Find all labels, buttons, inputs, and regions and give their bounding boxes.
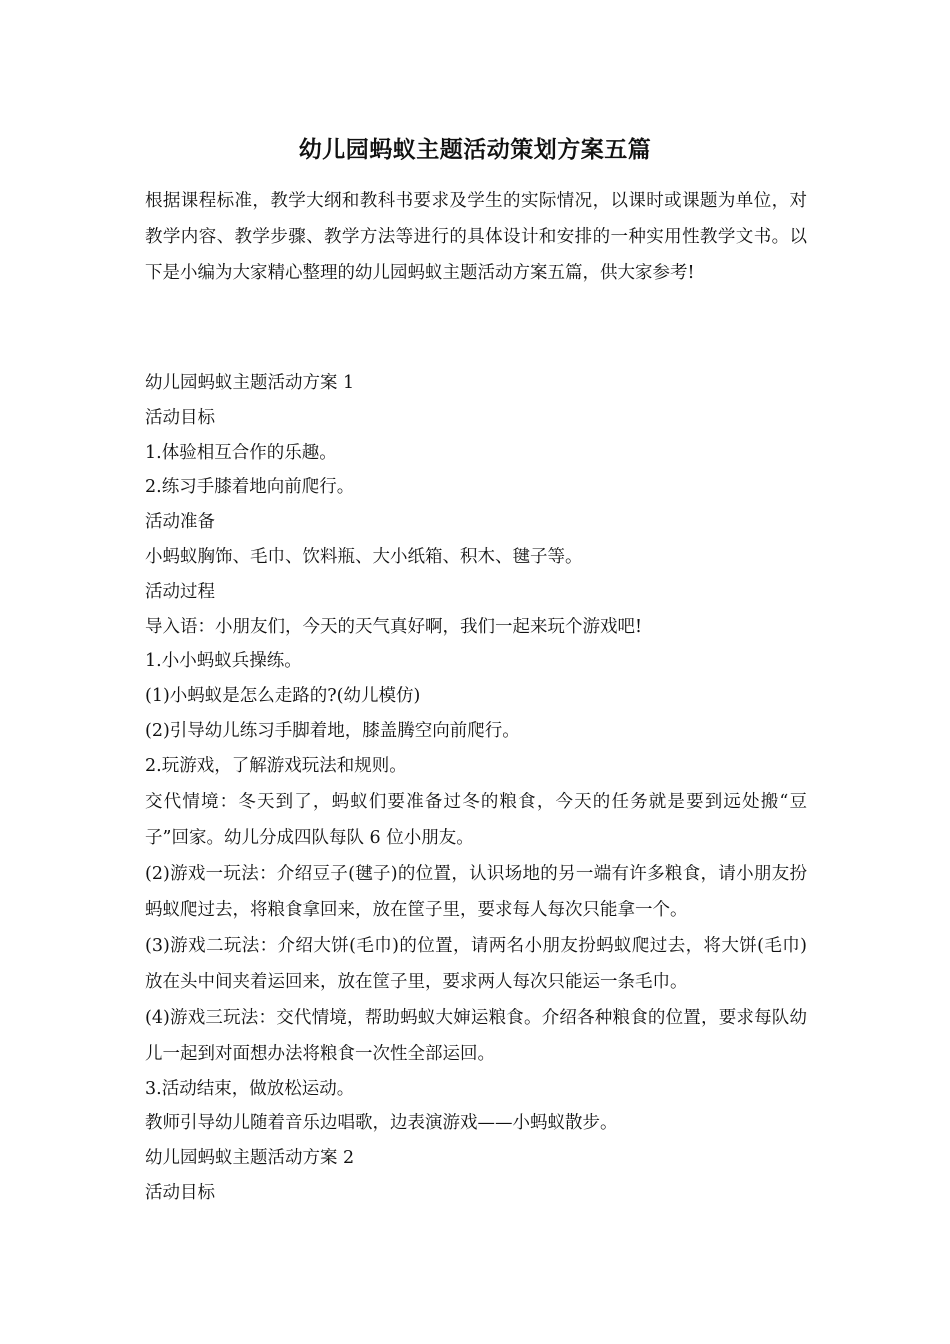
document-title: 幼儿园蚂蚁主题活动策划方案五篇	[298, 136, 652, 163]
intro-paragraph: 根据课程标准，教学大纲和教科书要求及学生的实际情况，以课时或课题为单位，对教学内容、教学步骤、教学方法等进行的具体设计和安排的一种实用性教学文书。以下是小编为大家精心整理的幼儿园蚂蚁主题活动方案五篇，供大家参考!	[145, 191, 807, 283]
section-heading: 幼儿园蚂蚁主题活动方案 2	[145, 1148, 355, 1169]
document-body	[145, 366, 807, 1211]
text-paragraph: (4)游戏三玩法：交代情境，帮助蚂蚁大婶运粮食。介绍各种粮食的位置，要求每队幼儿一起到对面想办法将粮食一次性全部运回。	[145, 1007, 807, 1064]
text-line: (1)小蚂蚁是怎么走路的?(幼儿模仿)	[145, 686, 421, 707]
subheading: 活动过程	[145, 581, 215, 602]
text-line: 2.玩游戏，了解游戏玩法和规则。	[145, 755, 407, 776]
text-line: 3.活动结束，做放松运动。	[145, 1078, 355, 1099]
subheading: 活动准备	[145, 512, 215, 533]
text-line: 1.小小蚂蚁兵操练。	[145, 651, 302, 672]
text-line: 小蚂蚁胸饰、毛巾、饮料瓶、大小纸箱、积木、毽子等。	[145, 546, 583, 567]
text-paragraph: 交代情境：冬天到了，蚂蚁们要准备过冬的粮食，今天的任务就是要到远处搬“豆子”回家。幼儿分成四队每队 6 位小朋友。	[145, 791, 807, 848]
text-paragraph: (2)游戏一玩法：介绍豆子(毽子)的位置，认识场地的另一端有许多粮食，请小朋友扮蚂蚁爬过去，将粮食拿回来，放在筐子里，要求每人每次只能拿一个。	[145, 863, 807, 920]
text-line: 教师引导幼儿随着音乐边唱歌，边表演游戏——小蚂蚁散步。	[145, 1113, 618, 1134]
text-line: 2.练习手膝着地向前爬行。	[145, 477, 355, 498]
subheading: 活动目标	[145, 1182, 215, 1203]
text-paragraph: (3)游戏二玩法：介绍大饼(毛巾)的位置，请两名小朋友扮蚂蚁爬过去，将大饼(毛巾)放在头中间夹着运回来，放在筐子里，要求两人每次只能运一条毛巾。	[145, 935, 807, 992]
text-line: 导入语：小朋友们，今天的天气真好啊，我们一起来玩个游戏吧!	[145, 616, 643, 637]
text-line: (2)引导幼儿练习手脚着地，膝盖腾空向前爬行。	[145, 720, 520, 741]
section-heading: 幼儿园蚂蚁主题活动方案 1	[145, 373, 355, 393]
text-line: 1.体验相互合作的乐趣。	[145, 442, 337, 463]
subheading: 活动目标	[145, 407, 215, 428]
